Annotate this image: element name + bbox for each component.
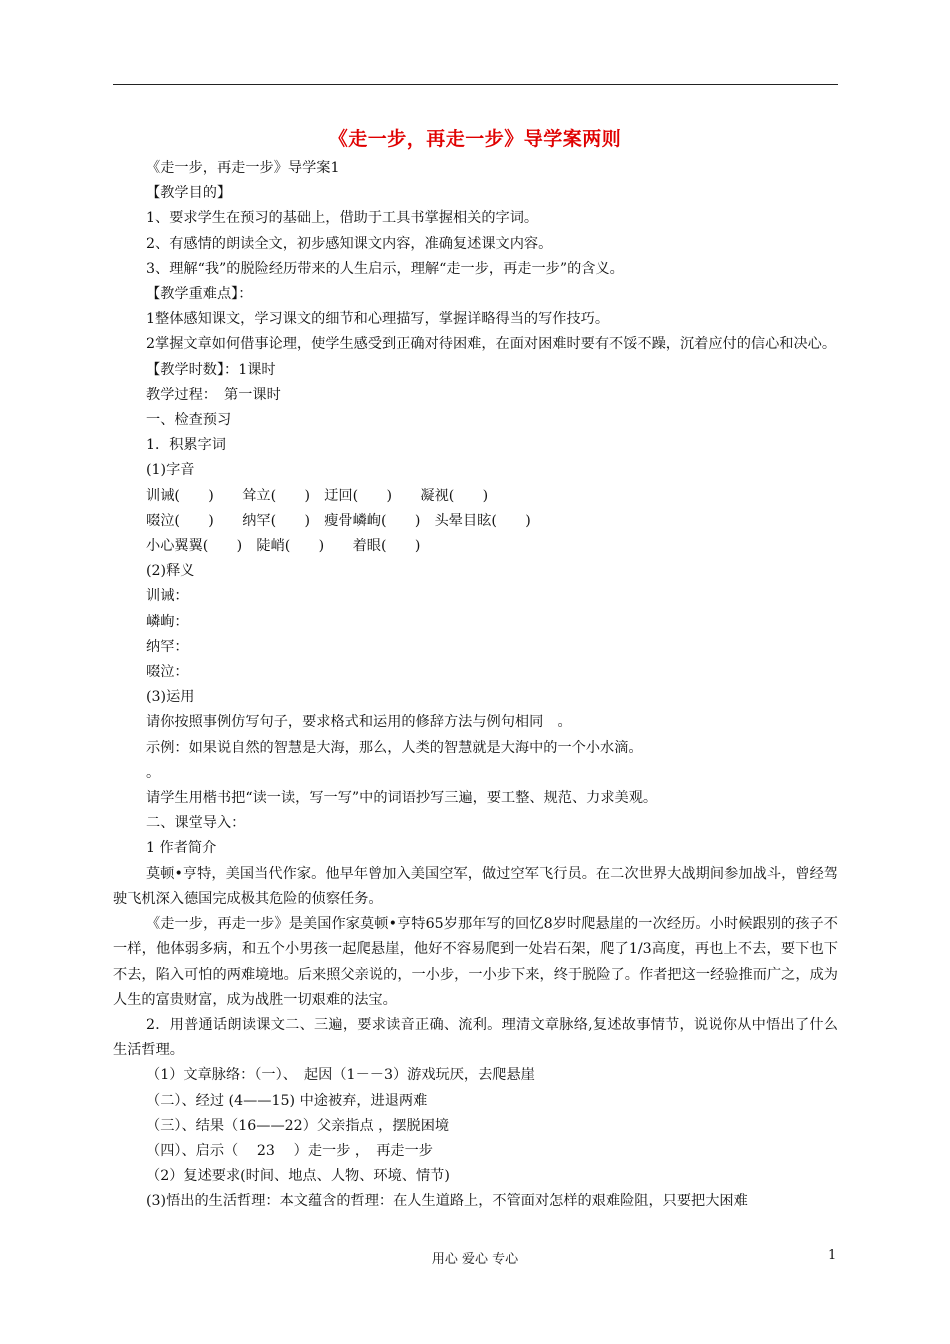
story-summary: 《走一步，再走一步》是美国作家莫顿•亨特65岁那年写的回忆8岁时爬悬崖的一次经历。小时候跟别的孩子不一样，他体弱多病，和五个小男孩一起爬悬崖，他好不容易爬到一处岩石架，爬了1/3高度，再也上不去，要下也下不去，陷入可怕的两难境地。后来照父亲说的，一小步，一小步下来，终于脱险了。作者把这一经验推而广之，成为人生的富贵财富，成为战胜一切艰难的法宝。 [113, 916, 838, 1008]
objective-2: 2、有感情的朗读全文，初步感知课文内容，准确复述课文内容。 [146, 235, 553, 252]
section-heading-hours: 【教学时数】：1课时 [146, 361, 276, 378]
reading-instruction: 2．用普通话朗读课文二、三遍，要求读音正确、流利。理清文章脉络,复述故事情节，说说你从中悟出了什么生活哲理。 [113, 1016, 838, 1059]
pronunciation-row-2: 啜泣( ) 纳罕( ) 瘦骨嶙峋( ) 头晕目眩( ) [146, 512, 531, 529]
process-line: 教学过程： 第一课时 [146, 386, 281, 403]
retell-requirements: （2）复述要求(时间、地点、人物、环境、情节) [146, 1168, 450, 1185]
usage-heading: (3)运用 [146, 689, 195, 706]
document-body [113, 156, 838, 1215]
vocab-heading: 1．积累字词 [146, 437, 226, 454]
usage-blank: 。 [146, 764, 161, 781]
author-bio: 莫顿•亨特，美国当代作家。他早年曾加入美国空军，做过空军飞行员。在二次世界大战期间参加战斗，曾经驾驶飞机深入德国完成极其危险的侦察任务。 [113, 865, 838, 907]
definition-heading: (2)释义 [146, 563, 195, 580]
key-point-2: 2掌握文章如何借事论理，使学生感受到正确对待困难，在面对困难时要有不馁不躁，沉着应付的信心和决心。 [146, 336, 837, 353]
usage-example: 示例：如果说自然的智慧是大海，那么，人类的智慧就是大海中的一个小水滴。 [146, 739, 643, 756]
author-heading: 1 作者简介 [146, 840, 217, 857]
key-point-1: 1整体感知课文，学习课文的细节和心理描写，掌握详略得当的写作技巧。 [146, 311, 610, 328]
usage-instruction: 请你按照事例仿写句子，要求格式和运用的修辞方法与例句相同 。 [146, 714, 572, 731]
pronunciation-row-3: 小心翼翼( ) 陡峭( ) 着眼( ) [146, 538, 421, 555]
objective-1: 1、要求学生在预习的基础上，借助于工具书掌握相关的字词。 [146, 210, 539, 227]
definition-4: 啜泣： [146, 664, 189, 681]
page-number: 1 [828, 1248, 837, 1263]
document-title: 《走一步，再走一步》导学案两则 [328, 128, 622, 150]
pronunciation-heading: (1)字音 [146, 462, 195, 479]
subtitle-line: 《走一步，再走一步》导学案1 [146, 160, 340, 176]
section-introduction: 二、课堂导入： [146, 815, 246, 832]
section-check-preview: 一、检查预习 [146, 412, 232, 429]
copy-instruction: 请学生用楷书把“读一读，写一写”中的词语抄写三遍，要工整、规范、力求美观。 [146, 790, 658, 807]
page-footer: 用心 爱心 专心 [431, 1252, 519, 1267]
philosophy-line: (3)悟出的生活哲理：本文蕴含的哲理：在人生道路上，不管面对怎样的艰难险阻，只要把大困难 [146, 1193, 748, 1210]
structure-part-1: （1）文章脉络：（一）、 起因（1－－3）游戏玩厌，去爬悬崖 [146, 1067, 535, 1084]
structure-part-3: （三）、结果（16——22）父亲指点 ，摆脱困境 [146, 1117, 450, 1134]
definition-1: 训诫： [146, 588, 189, 605]
header-rule [113, 84, 838, 85]
structure-part-4: （四）、启示（ 23 ）走一步 ， 再走一步 [146, 1142, 433, 1159]
section-heading-key-points: 【教学重难点】： [146, 286, 253, 303]
structure-part-2: （二）、经过 (4——15) 中途被弃，进退两难 [146, 1092, 428, 1109]
definition-3: 纳罕： [146, 638, 189, 655]
definition-2: 嶙峋： [146, 613, 189, 630]
objective-3: 3、理解“我”的脱险经历带来的人生启示，理解“走一步，再走一步”的含义。 [146, 260, 624, 277]
section-heading-objectives: 【教学目的】 [146, 185, 232, 202]
pronunciation-row-1: 训诫( ) 耸立( ) 迂回( ) 凝视( ) [146, 487, 489, 504]
